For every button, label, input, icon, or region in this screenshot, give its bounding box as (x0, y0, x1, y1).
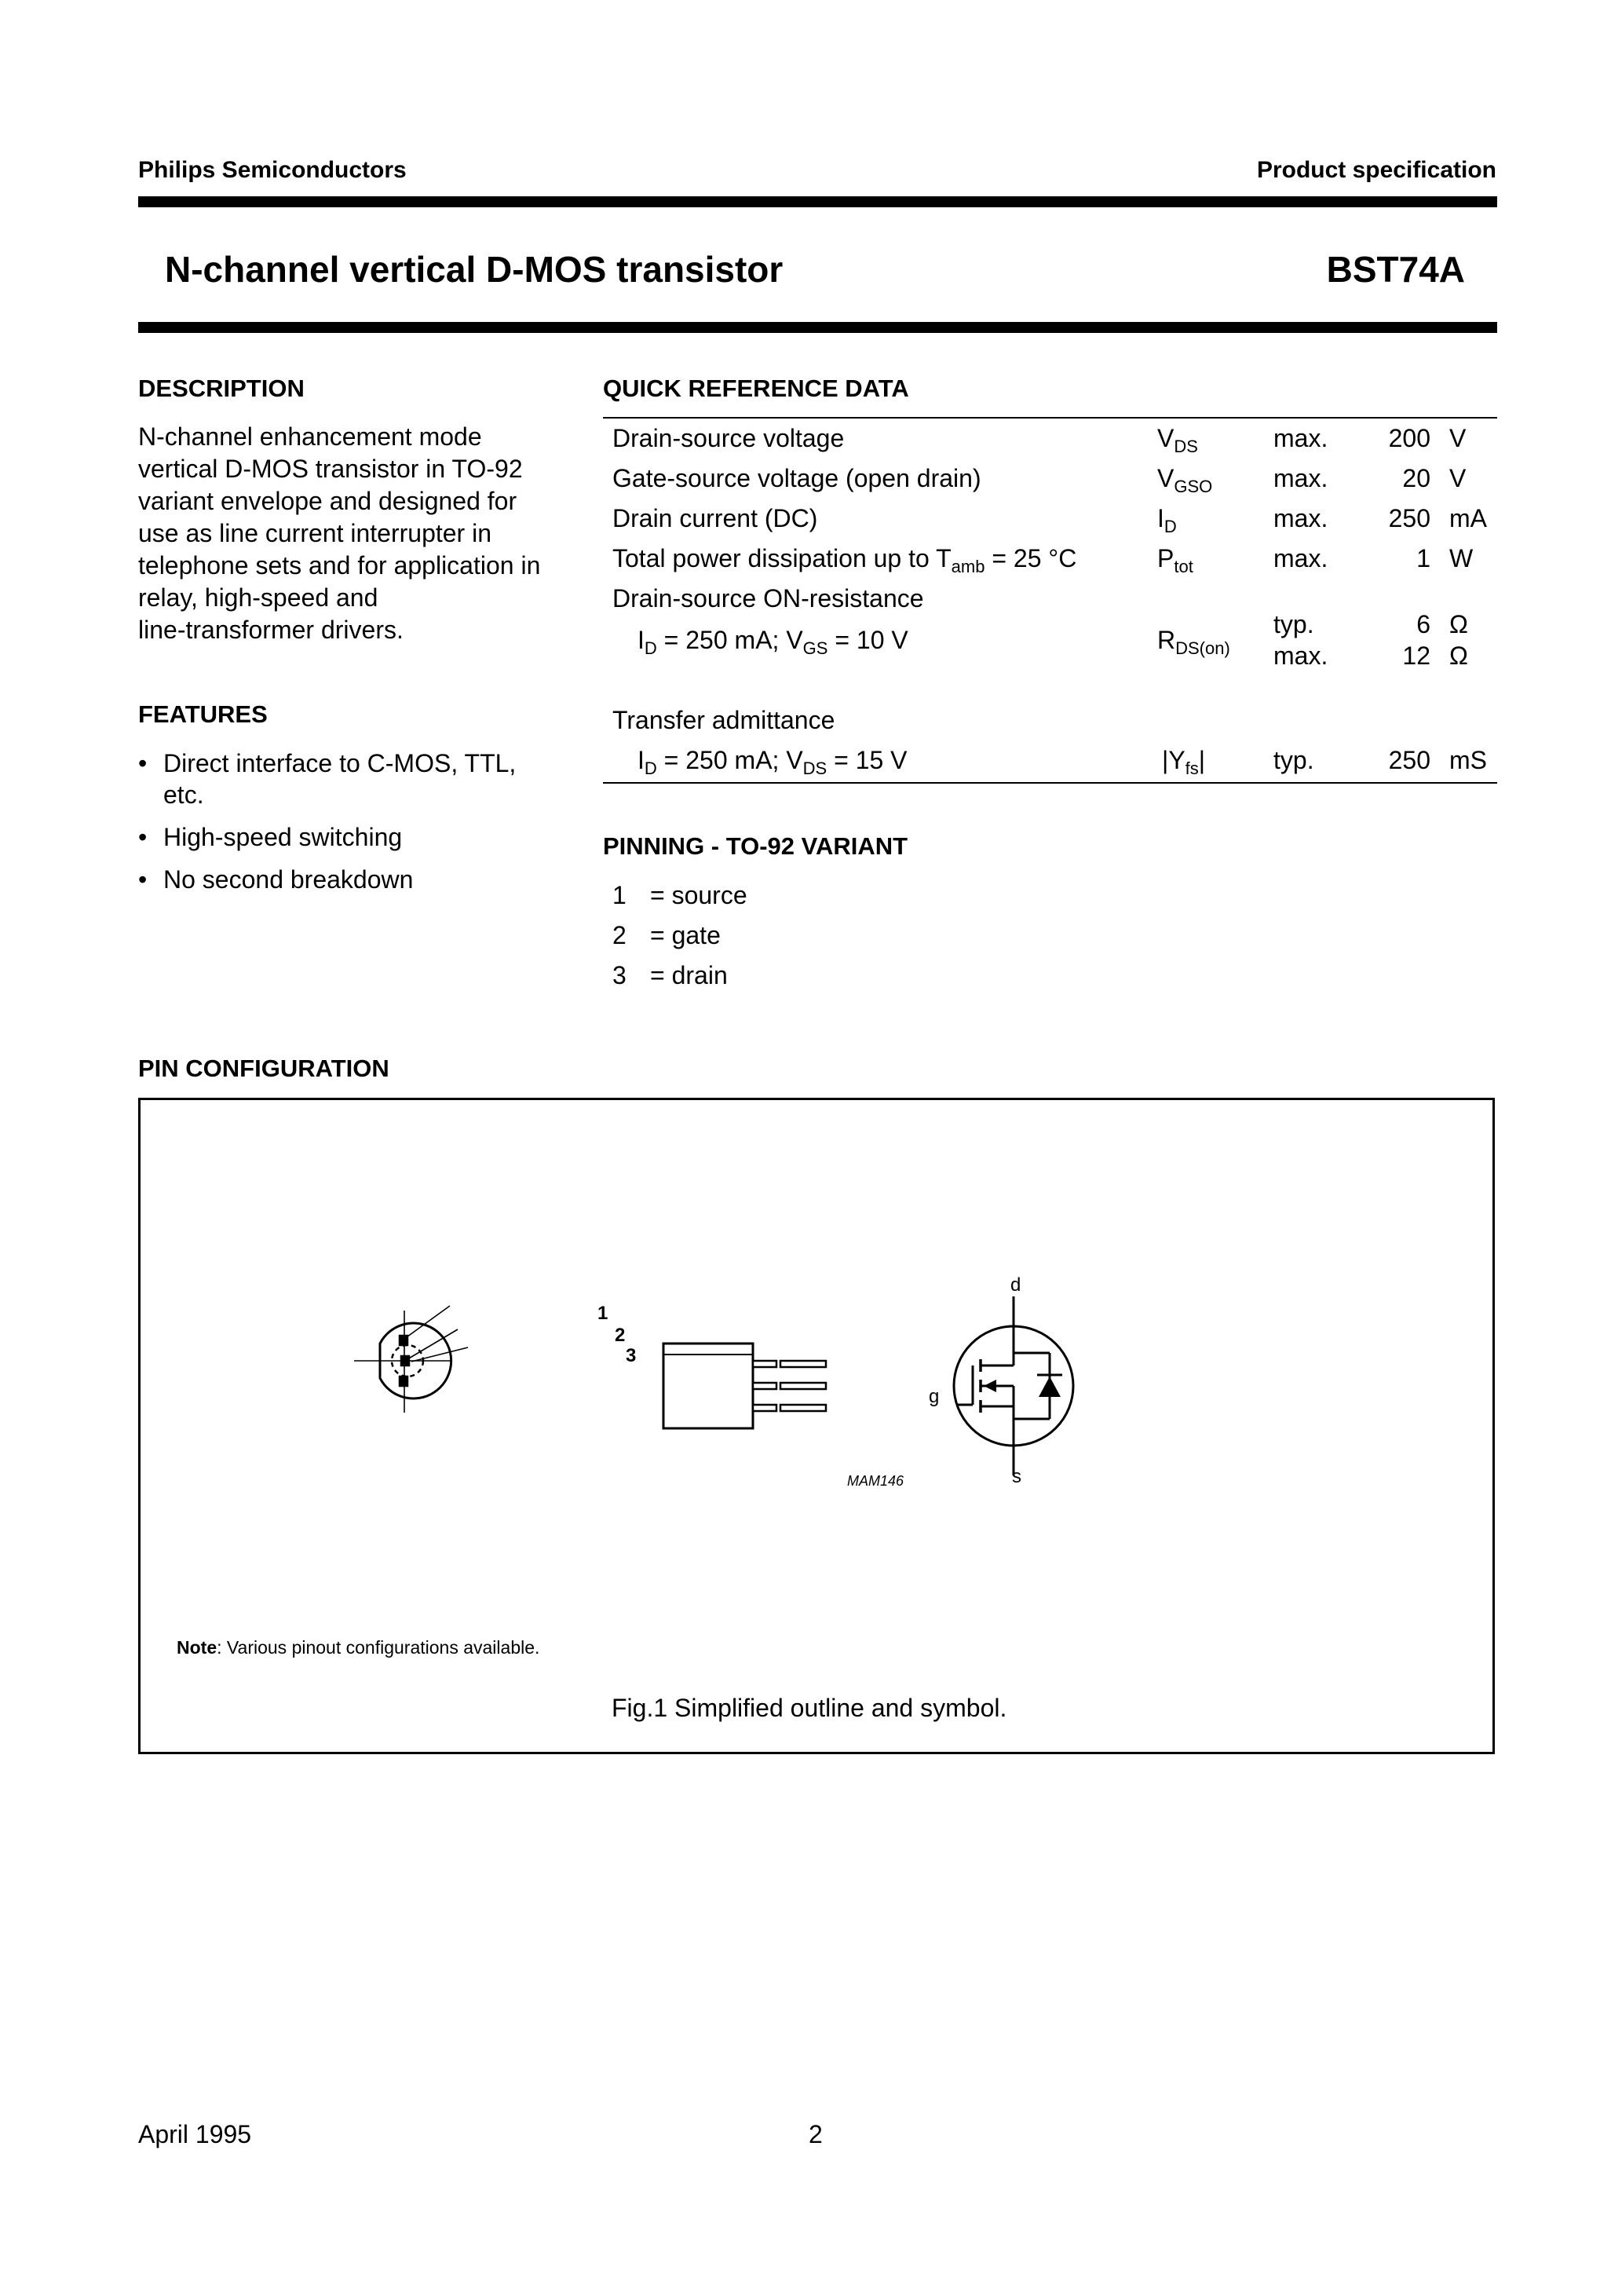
table-cell-param: Transfer admittance (612, 706, 835, 734)
pin-configuration-heading: PIN CONFIGURATION (138, 1055, 389, 1082)
company-name: Philips Semiconductors (138, 157, 407, 183)
bottom-view-outline (354, 1306, 468, 1413)
table-cell-symbol: $V_{DS}$ (1157, 424, 1198, 456)
feature-item: • Direct interface to C-MOS, TTL, etc. (138, 748, 578, 810)
pin-label-3: 3 (626, 1345, 637, 1366)
table-cell-param: Gate-source voltage (open drain) (612, 464, 981, 492)
source-label: s (1012, 1466, 1021, 1487)
pin-description: = gate (650, 921, 721, 949)
figure-caption: Fig.1 Simplified outline and symbol. (612, 1694, 1007, 1722)
table-cell-unit: V (1449, 464, 1467, 492)
pin-description: = source (650, 881, 747, 909)
table-cell-symbol: $|Y_{fs}|$ (1162, 746, 1206, 778)
table-cell-limit: max. (1273, 642, 1328, 670)
description-text (138, 421, 540, 646)
pinning-heading: PINNING - TO-92 VARIANT (603, 832, 908, 860)
table-cell-param: Drain-source ON-resistance (612, 584, 924, 612)
gate-label: g (929, 1386, 940, 1407)
table-cell-limit: typ. (1273, 610, 1314, 638)
table-cell-value: 20 (1402, 464, 1430, 492)
page-number: 2 (809, 2120, 823, 2148)
table-cell-symbol: $I_D$ (1157, 504, 1177, 536)
table-cell-symbol: $P_{tot}$ (1157, 544, 1193, 576)
table-cell-value: 6 (1416, 610, 1430, 638)
table-top-rule (603, 417, 1497, 419)
description-line: line-transformer drivers. (138, 616, 404, 644)
drawing-code: MAM146 (847, 1473, 904, 1489)
table-cell-value: 1 (1416, 544, 1430, 572)
table-cell-limit: max. (1273, 424, 1328, 452)
mosfet-symbol (954, 1296, 1073, 1475)
description-line: relay, high-speed and (138, 583, 378, 612)
features-heading: FEATURES (138, 700, 268, 728)
figure-frame (138, 1098, 1495, 1754)
footer-date: April 1995 (138, 2120, 252, 2148)
pin-number: 2 (612, 921, 627, 949)
description-line: vertical D-MOS transistor in TO-92 (138, 455, 523, 483)
feature-item: • No second breakdown (138, 864, 578, 895)
pin-label-2: 2 (615, 1325, 626, 1346)
table-cell-condition: $I_D = 250$ mA; $V_{DS} = 15$ V (637, 746, 908, 778)
description-line: variant envelope and designed for (138, 487, 517, 515)
table-cell-unit: Ω (1449, 642, 1468, 670)
table-cell-unit: V (1449, 424, 1467, 452)
table-cell-unit: W (1449, 544, 1474, 572)
table-cell-condition: $I_D = 250$ mA; $V_{GS} = 10$ V (637, 626, 908, 658)
table-cell-limit: max. (1273, 464, 1328, 492)
table-cell-value: 200 (1388, 424, 1430, 452)
table-cell-param: Drain current (DC) (612, 504, 818, 532)
description-line: use as line current interrupter in (138, 519, 491, 547)
description-heading: DESCRIPTION (138, 375, 305, 402)
table-cell-param: Total power dissipation up to $T_{amb} = 25$ °C (612, 544, 1077, 576)
description-line: telephone sets and for application in (138, 551, 541, 579)
table-cell-value: 250 (1388, 746, 1430, 774)
table-cell-symbol: $V_{GSO}$ (1157, 464, 1213, 496)
title-rule (138, 322, 1497, 333)
figure-note: Note: Various pinout configurations available. (177, 1637, 540, 1658)
quick-reference-heading: QUICK REFERENCE DATA (603, 375, 909, 402)
page-title: N-channel vertical D-MOS transistor (165, 249, 784, 290)
table-cell-value: 12 (1402, 642, 1430, 670)
table-cell-value: 250 (1388, 504, 1430, 532)
feature-item: • High-speed switching (138, 821, 578, 853)
table-cell-symbol: $R_{DS(on)}$ (1157, 626, 1230, 658)
table-cell-param: Drain-source voltage (612, 424, 845, 452)
features-list (138, 748, 578, 906)
document-type: Product specification (1256, 157, 1496, 183)
table-cell-unit: Ω (1449, 610, 1468, 638)
table-cell-limit: max. (1273, 504, 1328, 532)
table-cell-limit: typ. (1273, 746, 1314, 774)
header-rule (138, 196, 1497, 207)
pin-number: 1 (612, 881, 627, 909)
pin-description: = drain (650, 961, 728, 989)
table-cell-unit: mA (1449, 504, 1487, 532)
table-bottom-rule (603, 782, 1497, 784)
pin-label-1: 1 (597, 1303, 608, 1324)
side-view-outline (663, 1344, 826, 1428)
table-cell-limit: max. (1273, 544, 1328, 572)
description-line: N-channel enhancement mode (138, 422, 482, 451)
part-number: BST74A (1326, 249, 1465, 290)
drain-label: d (1010, 1274, 1021, 1296)
table-cell-unit: mS (1449, 746, 1487, 774)
pin-number: 3 (612, 961, 627, 989)
